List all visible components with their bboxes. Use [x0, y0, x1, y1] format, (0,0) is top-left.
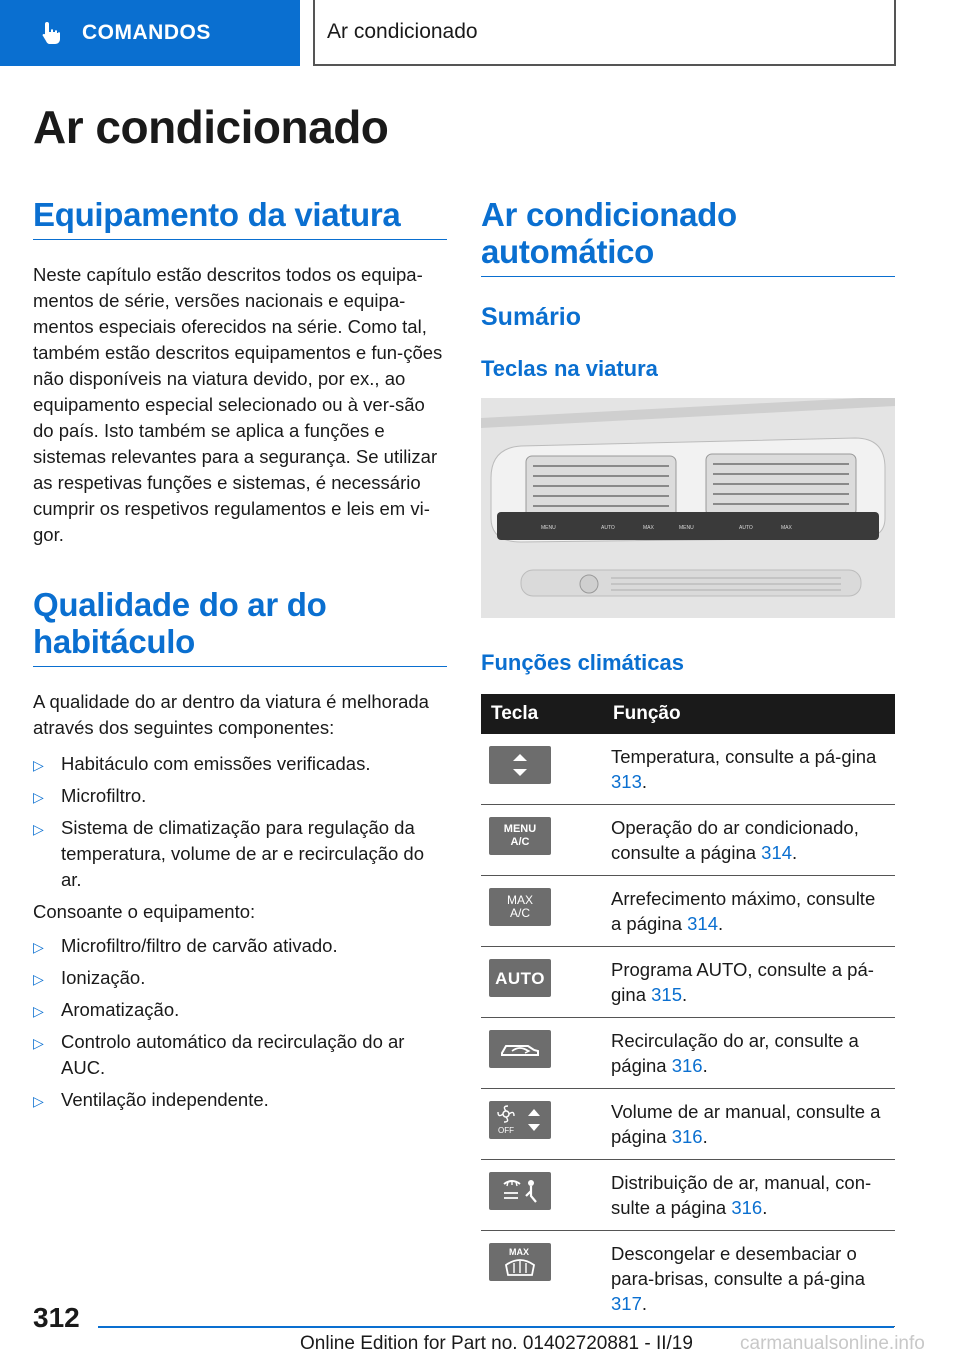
- table-row: [481, 1018, 895, 1089]
- list-item-text: Microfiltro/filtro de carvão ativado.: [61, 935, 338, 956]
- list-item: [33, 965, 447, 991]
- functions-table: [481, 694, 895, 1327]
- subtitle-teclas: Teclas na viatura: [481, 356, 658, 381]
- table-cell-funcao: Programa AUTO, consulte a pá-gina 315.: [603, 947, 895, 1018]
- table-row: [481, 1231, 895, 1327]
- svg-text:OFF: OFF: [498, 1126, 514, 1135]
- triangle-bullet-icon: ▷: [33, 789, 44, 805]
- list-item: [33, 933, 447, 959]
- page-link[interactable]: 314: [761, 842, 793, 863]
- page-title: Ar condicionado: [33, 101, 389, 153]
- table-header-row: [481, 694, 895, 734]
- svg-text:MENU: MENU: [679, 525, 694, 531]
- svg-text:MAX: MAX: [643, 525, 654, 531]
- right-column: [481, 196, 895, 1327]
- menu-ac-icon: MENU A/C: [489, 817, 551, 855]
- page-link[interactable]: 317: [611, 1293, 642, 1314]
- equipamento-paragraph: Neste capítulo estão descritos todos os equipa-mentos de série, versões nacionais e equipa-mentos especiais oferecidos na série. Como tal, também estão descritos equipamentos e fun-ções não disponíveis na viatura devido, por ex., ao equipamento especial selecionado ou à ver-são do país. Isto também se aplica a funções e sistemas relevantes para a segurança. Se utilizar as respetivas funções e sistemas, é necessário cumprir os respetivos regulamentos e leis em vi-gor.: [33, 264, 443, 545]
- list-item-text: Microfiltro.: [61, 785, 147, 806]
- svg-text:MAX: MAX: [509, 1247, 529, 1257]
- table-cell-funcao: Arrefecimento máximo, consulte a página 314.: [603, 876, 895, 947]
- pointing-hand-icon: [38, 20, 64, 46]
- column-header-funcao: Função: [603, 694, 895, 734]
- triangle-bullet-icon: ▷: [33, 757, 44, 773]
- table-cell-funcao: Operação do ar condicionado, consulte a página 314.: [603, 805, 895, 876]
- svg-text:MAX: MAX: [781, 525, 792, 531]
- page-link[interactable]: 315: [651, 984, 682, 1005]
- list-item: [33, 815, 447, 893]
- table-cell-funcao: Recirculação do ar, consulte a página 316.: [603, 1018, 895, 1089]
- table-cell-funcao: Volume de ar manual, consulte a página 316.: [603, 1089, 895, 1160]
- table-row: [481, 1160, 895, 1231]
- list-item: [33, 1087, 447, 1113]
- components-list: [33, 751, 447, 893]
- page-link[interactable]: 314: [687, 913, 718, 934]
- table-cell-funcao: Descongelar e desembaciar o para-brisas, consulte a pá-gina 317.: [603, 1231, 895, 1327]
- list-item-text: Controlo automático da recirculação do ar AUC.: [61, 1031, 405, 1078]
- consoante-label: Consoante o equipamento:: [33, 901, 256, 922]
- triangle-bullet-icon: ▷: [33, 1035, 44, 1051]
- qualidade-intro: A qualidade do ar dentro da viatura é melhorada através dos seguintes componentes:: [33, 691, 429, 738]
- table-row: [481, 805, 895, 876]
- page-number: 312: [33, 1302, 80, 1333]
- recirculation-icon: [489, 1030, 551, 1068]
- triangle-bullet-icon: ▷: [33, 1093, 44, 1109]
- subtitle-sumario: Sumário: [481, 303, 582, 331]
- table-row: [481, 876, 895, 947]
- subtitle-funcoes: Funções climáticas: [481, 650, 684, 675]
- page-link[interactable]: 316: [671, 1055, 703, 1076]
- footer-divider: [98, 1326, 894, 1328]
- chapter-title: Ar condicionado: [327, 20, 478, 43]
- left-column: [33, 196, 447, 1119]
- svg-text:MENU: MENU: [541, 525, 556, 531]
- svg-text:AUTO: AUTO: [601, 525, 615, 531]
- section-tab[interactable]: [0, 0, 300, 66]
- section-title-qualidade: Qualidade do ar do habitáculo: [33, 586, 447, 667]
- triangle-bullet-icon: ▷: [33, 1003, 44, 1019]
- list-item-text: Aromatização.: [61, 999, 180, 1020]
- table-row: [481, 947, 895, 1018]
- footer-edition: Online Edition for Part no. 01402720881 - II/19: [300, 1333, 693, 1354]
- list-item: [33, 783, 447, 809]
- triangle-bullet-icon: ▷: [33, 821, 44, 837]
- auto-icon: AUTO: [489, 959, 551, 997]
- section-title-ar-automatico: Ar condicionado automático: [481, 196, 895, 277]
- page-link[interactable]: 316: [671, 1126, 703, 1147]
- triangle-bullet-icon: ▷: [33, 971, 44, 987]
- list-item: [33, 751, 447, 777]
- page-link[interactable]: 313: [611, 771, 642, 792]
- triangle-bullet-icon: ▷: [33, 939, 44, 955]
- list-item-text: Sistema de climatização para regulação da temperatura, volume de ar e recirculação do ar.: [61, 817, 424, 890]
- footer-watermark: carmanualsonline.info: [740, 1333, 925, 1354]
- list-item-text: Ventilação independente.: [61, 1089, 269, 1110]
- chapter-header: [313, 0, 896, 66]
- list-item: [33, 1029, 447, 1081]
- list-item-text: Habitáculo com emissões verificadas.: [61, 753, 371, 774]
- column-header-tecla: Tecla: [481, 694, 603, 734]
- table-cell-funcao: Distribuição de ar, manual, con-sulte a página 316.: [603, 1160, 895, 1231]
- climate-panel-photo: [481, 398, 895, 618]
- table-row: [481, 1089, 895, 1160]
- temperature-arrows-icon: [489, 746, 551, 784]
- section-title-equipamento: Equipamento da viatura: [33, 196, 447, 240]
- table-cell-funcao: Temperatura, consulte a pá-gina 313.: [603, 734, 895, 805]
- fan-off-icon: [489, 1101, 551, 1139]
- svg-text:AUTO: AUTO: [739, 525, 753, 531]
- air-distribution-icon: [489, 1172, 551, 1210]
- section-tab-label: COMANDOS: [82, 21, 211, 44]
- table-row: [481, 734, 895, 805]
- optional-equipment-list: [33, 933, 447, 1113]
- max-defrost-icon: [489, 1243, 551, 1281]
- max-ac-icon: MAX A/C: [489, 888, 551, 926]
- page-link[interactable]: 316: [731, 1197, 763, 1218]
- list-item: [33, 997, 447, 1023]
- list-item-text: Ionização.: [61, 967, 146, 988]
